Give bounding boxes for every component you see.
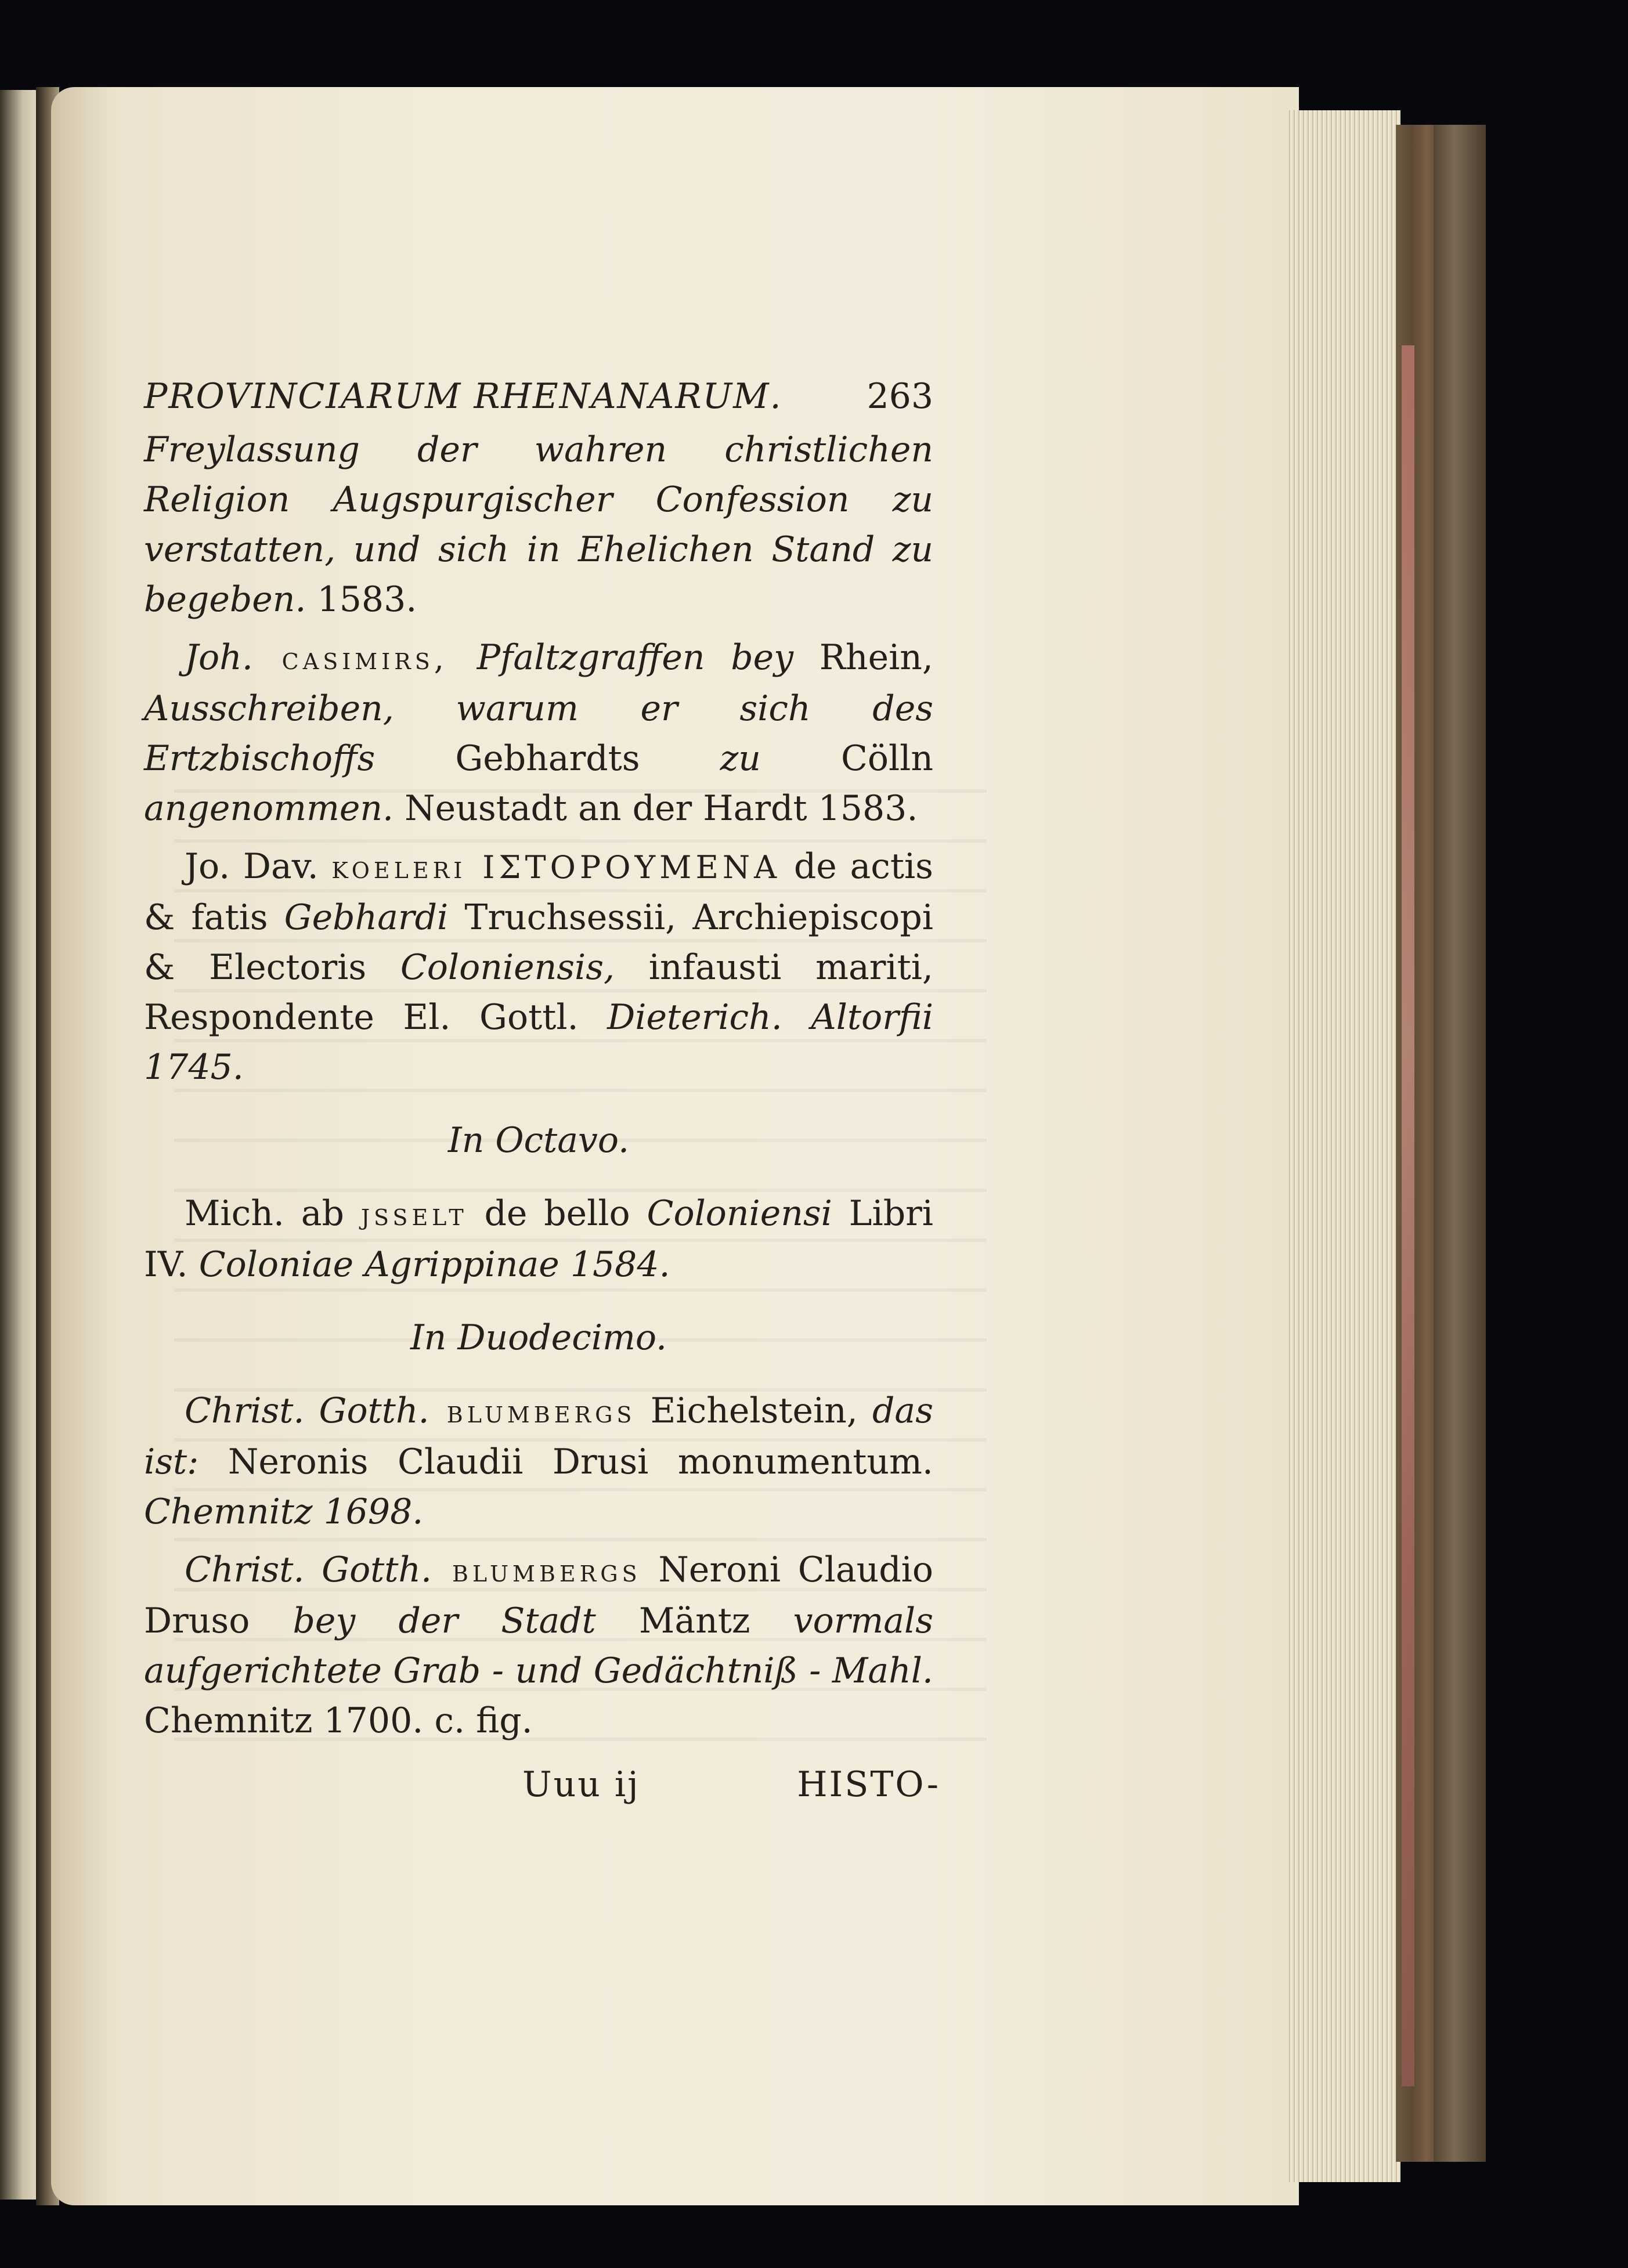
entry-text: Coloniensis, xyxy=(400,947,615,988)
author-name: blumbergs xyxy=(432,1552,641,1589)
page-footer xyxy=(522,1764,940,1805)
entry-text: Dieterich. Altorfii 1745. xyxy=(144,997,934,1088)
entry-text: Cölln xyxy=(760,738,933,779)
entry-text: Pfaltzgraffen bey xyxy=(477,637,794,678)
entry-text: Eichelstein, xyxy=(636,1391,873,1431)
entry-text: Freylassung der wahren christlichen Religion Augspurgischer Confession zu verstatten, und sich in Ehelichen Stand zu begeben. xyxy=(144,429,933,620)
entry-text: infausti mariti, Respondente El. Gottl. xyxy=(144,947,933,1038)
entry-text: 1583. xyxy=(306,579,417,620)
entry-text: de actis & fatis xyxy=(144,846,933,938)
entry-casimirs xyxy=(144,633,933,833)
entry-text: Chemnitz 1698. xyxy=(144,1491,424,1532)
section-heading-duodecimo: In Duodecimo. xyxy=(410,1317,667,1358)
entry-text: Ausschreiben, warum er sich des Ertzbischoffs xyxy=(144,688,933,779)
entry-text: Chemnitz 1700. c. fig. xyxy=(144,1700,533,1741)
greek-title: ΙΣΤΟΡΟΥΜΕΝΑ xyxy=(466,849,781,886)
entry-freylassung xyxy=(144,425,933,624)
entry-text: Gebhardi xyxy=(284,897,449,938)
author-name: jsselt xyxy=(360,1196,468,1233)
entry-text: angenommen. xyxy=(144,788,394,829)
author-name: blumbergs xyxy=(429,1393,636,1430)
signature-mark: Uuu ij xyxy=(522,1764,640,1805)
entry-text: Neustadt an der Hardt 1583. xyxy=(394,788,918,829)
author-name: casimirs, xyxy=(252,640,477,677)
entry-text: Joh. xyxy=(185,637,253,678)
entry-jsselt xyxy=(144,1189,933,1290)
running-title: PROVINCIARUM RHENANARUM. xyxy=(144,376,782,417)
entry-koeleri xyxy=(144,842,933,1092)
page-number: 263 xyxy=(867,376,933,417)
entry-text: Jo. Dav. xyxy=(185,846,332,887)
book-board xyxy=(1434,125,1486,2162)
entry-text: Christ. Gotth. xyxy=(185,1550,432,1590)
catchword: HISTO- xyxy=(797,1764,940,1805)
running-header xyxy=(144,371,933,421)
entry-text: zu xyxy=(720,738,761,779)
author-name: koeleri xyxy=(331,849,467,886)
entry-text: Coloniae Agrippinae 1584. xyxy=(198,1244,670,1285)
entry-text: de bello xyxy=(467,1193,647,1234)
page-block-edges xyxy=(1287,110,1400,2182)
entry-text: Libri IV. xyxy=(144,1193,933,1285)
facing-page-edge xyxy=(0,90,41,2200)
entry-text: Neronis Claudii Drusi monumentum. xyxy=(198,1442,933,1482)
entry-text: Neroni Claudio Druso xyxy=(144,1550,933,1641)
entry-text: das ist: xyxy=(144,1391,933,1482)
entry-text: Coloniensi xyxy=(647,1193,832,1234)
entry-text: Gebhardts xyxy=(375,738,720,779)
entry-text: Christ. Gotth. xyxy=(185,1391,429,1431)
page-text-block xyxy=(144,371,933,1746)
entry-text: Rhein, xyxy=(793,637,933,678)
entry-text: Truchsessii, Archiepiscopi & Electoris xyxy=(144,897,933,988)
entry-text: bey der Stadt xyxy=(293,1601,596,1641)
entry-text: Mich. ab xyxy=(185,1193,361,1234)
entry-text: vormals aufgerichtete Grab - und Gedächtniß - Mahl. xyxy=(144,1601,934,1691)
entry-blumbergs-neroni xyxy=(144,1545,933,1746)
entry-text: Mäntz xyxy=(595,1601,793,1641)
entry-blumbergs-eichelstein xyxy=(144,1386,933,1537)
section-heading-octavo: In Octavo. xyxy=(447,1120,630,1161)
